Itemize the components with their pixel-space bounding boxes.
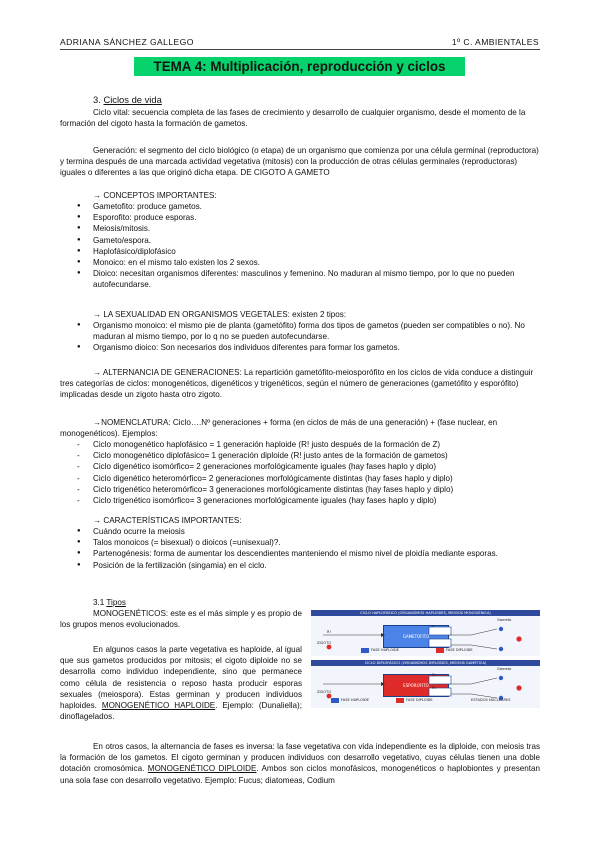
- header-divider: [60, 49, 540, 50]
- list-item: ● Organismo monoico: el mismo pie de planta (gametófito) forma dos tipos de gametos (pueden ser compatibles o no). No maduran al mismo tiempo, por lo q no se pueden autofecundarse.: [60, 320, 540, 342]
- page-title: TEMA 4: Multiplicación, reproducción y ciclos: [134, 57, 465, 76]
- list-item: ● Gameto/espora.: [60, 235, 540, 246]
- list-item: - Ciclo trigenético heteromórfico= 3 generaciones morfológicamente distintas (hay fases haplo y diplo): [60, 484, 540, 495]
- list-item: ● Meiosis/mitosis.: [60, 223, 540, 234]
- conceptos-heading: → CONCEPTOS IMPORTANTES:: [93, 191, 217, 200]
- diploid-swatch: [436, 648, 444, 653]
- subsection-heading: [93, 597, 293, 608]
- sexualidad-heading: → LA SEXUALIDAD EN ORGANISMOS VEGETALES: existen 2 tipos:: [93, 310, 347, 319]
- list-item: ● Organismo dioico: Son necesarios dos individuos diferentes para formar los gametos.: [60, 342, 540, 353]
- bottom-meiosis-label: R!: [432, 686, 436, 690]
- bottom-phase-diploid: FASE DIPLOIDE: [406, 698, 433, 702]
- list-item: ● Gametofito: produce gametos.: [60, 201, 540, 212]
- top-zygote-label: ZIGOTO: [317, 641, 332, 645]
- diploide-paragraph: [60, 741, 540, 786]
- bottom-diagram-title: CICLO DIPLOFÁSICO (ORGANISMOS DIPLOIDES, MEIOSIS GAMÉTICA): [311, 660, 540, 666]
- diploide-term: MONOGENÉTICO DIPLOIDE: [147, 764, 257, 774]
- life-cycle-diagram: [311, 610, 540, 708]
- section-number: 3.: [93, 94, 101, 105]
- top-stage-box: GAMETOFITO: [383, 625, 449, 648]
- caracteristicas-heading: → CARACTERÍSTICAS IMPORTANTES:: [93, 516, 242, 525]
- list-item: ● Esporofito: produce esporas.: [60, 212, 540, 223]
- monogeneticos-paragraph: MONOGENÉTICOS: este es el más simple y es propio de los grupos menos evolucionados.: [60, 609, 302, 630]
- ciclo-vital-paragraph: Ciclo vital: secuencia completa de las fases de crecimiento y desarrollo de cualquier organismo, desde el momento de la formación del cigoto hasta la formación de gametos.: [60, 108, 526, 129]
- list-item: ● Cuándo ocurre la meiosis: [60, 526, 540, 537]
- conceptos-list: [60, 201, 540, 291]
- ejemplos-list: [60, 439, 540, 506]
- top-n-label: n: [432, 624, 435, 628]
- haploide-example: . Ejemplo: (Dunaliella); dinoflagelados.: [60, 701, 302, 722]
- list-item: - Ciclo digenético heteromórfico= 2 generaciones morfológicamente distintas (hay fases haplo y diplo): [60, 473, 540, 484]
- list-item: ● Haplofásico/diplofásico: [60, 246, 540, 257]
- diploide-text-b: . Ambos son ciclos monofásicos, monogenéticos o haplobiontes y presentan una sola fase con desarrollo vegetativo. Ejemplo: Fucus; diatomeas, Codium: [60, 764, 540, 785]
- haploide-text: En algunos casos la parte vegetativa es haploide, al igual que sus gametos producidos por mitosis; el cigoto diploide no se desarrolla como individuo independiente, sino que permanece como célula de resistencia o reposo hasta producir esporas sexuales (meiospora). Estas germinan y producen individuos haploides.: [60, 645, 302, 711]
- bottom-2n-label: 2n: [432, 673, 437, 677]
- subsection-name: Tipos: [106, 598, 126, 607]
- list-item: ● Dioico: necesitan organismos diferentes: masculinos y femenino. No maduran al mismo tiempo, por lo que no pueden autofecundarse.: [60, 268, 540, 290]
- list-item: - Ciclo monogenético diplofásico= 1 generación diploide (R! justo antes de la formación de gametos): [60, 450, 540, 461]
- haploide-paragraph: [60, 644, 302, 722]
- haploide-term: MONOGENÉTICO HAPLOIDE: [101, 701, 216, 711]
- caracteristicas-list: [60, 526, 540, 571]
- header-author: ADRIANA SÁNCHEZ GALLEGO: [60, 37, 194, 47]
- top-meiosis-label: R!: [327, 630, 331, 634]
- haploid-swatch: [331, 698, 339, 703]
- top-phase-legend: [311, 648, 540, 654]
- alternancia-paragraph: → ALTERNANCIA DE GENERACIONES: La repartición gametófito-meiosporófito en los ciclos de vida conduce a distinguir tres categorías de ciclos: monogenéticos, digenéticos y trigenéticos, según el número de generaciones (gametófito y esporófito) implicadas desde un zigoto hasta otro zigoto.: [60, 368, 534, 400]
- bottom-gamete-label: Gameto: [497, 667, 512, 671]
- bottom-stage-box: ESPOROFITO: [383, 674, 449, 697]
- list-item: - Ciclo monogenético haplofásico = 1 generación haploide (R! justo después de la formación de Z): [60, 439, 540, 450]
- haploid-swatch: [361, 648, 369, 653]
- subsection-number: 3.1: [93, 598, 105, 607]
- top-gamete-label: Gameto: [497, 618, 512, 622]
- top-diagram-title: CICLO HAPLOFÁSICO (ORGANISMOS HAPLOIDES, MEIOSIS MONOGÉNICA): [311, 610, 540, 616]
- nuclear-states-label: ESTADOS NUCLEARES: [471, 698, 511, 702]
- bottom-phase-haploid: FASE HAPLOIDE: [341, 698, 370, 702]
- generacion-paragraph: Generación: el segmento del ciclo biológico (o etapa) de un organismo que comienza por una célula germinal (reproductora) y termina después de una marcada actividad vegetativa (mitosis) con la producción de otras células germinales (reproductoras) iguales o diferentes a las que originó dicha etapa. DE CIGOTO A GAMETO: [60, 146, 539, 178]
- top-phase-diploid: FASE DIPLOIDE: [446, 648, 473, 652]
- list-item: - Ciclo digenético isomórfico= 2 generaciones morfológicamente iguales (hay fases haplo y diplo): [60, 461, 540, 472]
- section-name: Ciclos de vida: [103, 94, 162, 105]
- top-phase-haploid: FASE HAPLOIDE: [371, 648, 400, 652]
- sexualidad-list: [60, 320, 540, 354]
- diploide-text-a: En otros casos, la alternancia de fases es inversa: la fase vegetativa con vida independiente es la diploide, con meiosis tras la formación de los gametos. El cigoto germinan y producen individuos con desarrollo vegetativo, cuyas células tienen una doble dotación cromosómica.: [60, 742, 540, 774]
- section-heading: [93, 94, 573, 106]
- nomenclatura-paragraph: →NOMENCLATURA: Ciclo….Nº generaciones + forma (en ciclos de más de una generación) + (fase nuclear, en monogenéticos). Ejemplos:: [60, 418, 498, 439]
- header-course: 1º C. AMBIENTALES: [451, 37, 539, 47]
- list-item: - Ciclo trigenético isomórfico= 3 generaciones morfológicamente iguales (hay fases haplo y diplo): [60, 495, 540, 506]
- list-item: ● Talos monoicos (= bisexual) o dioicos (=unisexual)?.: [60, 537, 540, 548]
- bottom-zygote-label: ZIGOTO: [317, 690, 332, 694]
- diploid-swatch: [396, 698, 404, 703]
- list-item: ● Posición de la fertilización (singamia) en el ciclo.: [60, 560, 540, 571]
- list-item: ● Monoico: en el mismo talo existen los 2 sexos.: [60, 257, 540, 268]
- bottom-phase-legend: [311, 698, 540, 704]
- list-item: ● Partenogénesis: forma de aumentar los descendientes manteniendo el mismo nivel de ploidía mediante esporas.: [60, 548, 540, 559]
